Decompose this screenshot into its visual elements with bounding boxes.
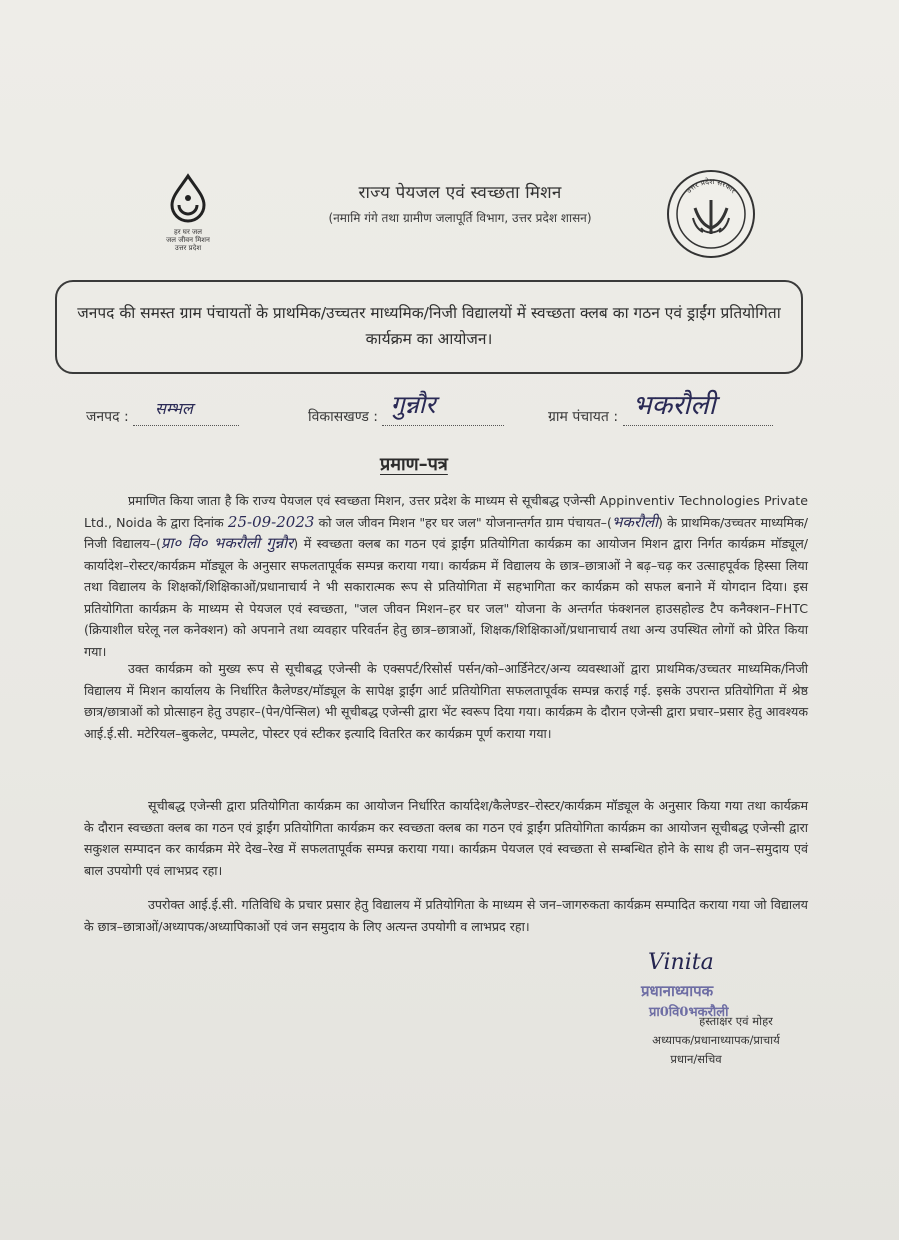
p1-text-d: ) में स्वच्छता क्लब का गठन एवं ड्राईंग प्रतियोगिता कार्यक्रम का आयोजन मिशन द्वारा निर्गत कार्यक्रम मॉड्यूल/कार्यादेश–रोस्टर/कार्यक्रम मॉड्यूल के अनुसार सफलतापूर्वक सम्पन्न कराया गया। कार्यक्रम में विद्यालय के छात्र–छात्राओं ने बढ़–चढ़ कर उत्साहपूर्वक हिस्सा लिया तथा विद्यालय के शिक्षकों/शिक्षिकाओं/प्रधानाचार्य ने भी सकारात्मक रूप से प्रतियोगिता में सहभागिता कर कार्यक्रम को सफल बनाने में योगदान दिया। इस प्रतियोगिता कार्यक्रम के माध्यम से पेयजल एवं स्वच्छता, "जल जीवन मिशन–हर घर जल" योजना के अन्तर्गत फंक्शनल हाउसहोल्ड टैप कनैक्शन–FHTC (क्रियाशील घरेलू नल कनेक्शन) को अपनाने तथा व्यवहार परिवर्तन हेतु छात्र–छात्राओं, शिक्षक/शिक्षिकाओं/प्रधानाचार्य तथा अन्य उपस्थित लोगों को प्रेरित किया गया। xyxy=(84,536,809,659)
emblem-text: उत्तर प्रदेश सरकार xyxy=(684,176,738,196)
org-name: राज्य पेयजल एवं स्वच्छता मिशन xyxy=(358,183,562,203)
paragraph-2: उक्त कार्यक्रम को मुख्य रूप से सूचीबद्ध एजेन्सी के एक्सपर्ट/रिसोर्स पर्सन/को–आर्डिनेटर/अन्य व्यवस्थाओं द्वारा प्राथमिक/उच्चतर माध्यमिक/निजी विद्यालय में मिशन कार्यालय के निर्धारित कैलेण्डर/मॉड्यूल के सापेक्ष ड्राईंग आर्ट प्रतियोगिता सफलतापूर्वक सम्पन्न कराई गई. इसके उपरान्त प्रतियोगिता में श्रेष्ठ छात्र/छात्राओं को प्रोत्साहन हेतु उपहार–(पेन/पेन्सिल) भी सूचीबद्ध एजेन्सी द्वारा भेंट स्वरूप दिया गया। कार्यक्रम के दौरान एजेन्सी द्वारा प्रचार–प्रसार हेतु आवश्यक आई.ई.सी. मटेरियल–बुकलेट, पम्पलेट, पोस्टर एवं स्टीकर इत्यादि वितरित कर कार्यक्रम पूर्ण कराया गया। xyxy=(84,661,808,741)
block-value: गुन्नौर xyxy=(390,390,436,419)
program-date: 25-09-2023 xyxy=(227,512,315,531)
paragraph-1 xyxy=(84,490,808,662)
stamp-line-2: प्रा0वि0भकरौली xyxy=(649,1005,729,1020)
logo-caption-line2: जल जीवन मिशन xyxy=(166,236,210,244)
school-name: प्रा० वि० भकरौली गुन्नौर xyxy=(160,534,294,552)
har-ghar-jal-logo xyxy=(158,172,218,258)
water-drop-icon xyxy=(162,172,214,224)
district-value: सम्भल xyxy=(155,399,193,418)
p1-text-c: ) के प्राथमिक/उच्चतर माध्यमिक/निजी विद्यालय–( xyxy=(84,514,808,551)
org-subtitle: (नमामि गंगे तथा ग्रामीण जलापूर्ति विभाग, उत्तर प्रदेश शासन) xyxy=(328,211,592,225)
logo-caption-line3: उत्तर प्रदेश xyxy=(174,244,202,252)
signature-block xyxy=(596,950,836,1090)
p1-text-a: प्रमाणित किया जाता है कि राज्य पेयजल एवं स्वच्छता मिशन, उत्तर प्रदेश के माध्यम से सूचीबद्ध एजेन्सी Appinventiv Technologies Private Ltd., Noida के द्वारा दिनांक xyxy=(84,493,808,530)
village-name: भकरौली xyxy=(611,512,659,531)
subject-box: जनपद की समस्त ग्राम पंचायतों के प्राथमिक/उच्चतर माध्यमिक/निजी विद्यालयों में स्वच्छता क्लब का गठन एवं ड्राईंग प्रतियोगिता कार्यक्रम का आयोजन। xyxy=(55,280,803,374)
location-fields xyxy=(86,390,806,435)
panchayat-value: भकरौली xyxy=(632,390,716,421)
up-government-emblem xyxy=(665,168,757,260)
logo-caption-line1: हर घर जल xyxy=(174,228,202,236)
paragraph-3: सूचीबद्ध एजेन्सी द्वारा प्रतियोगिता कार्यक्रम का आयोजन निर्धारित कार्यादेश/कैलेण्डर–रोस्टर/कार्यक्रम मॉड्यूल के अनुसार किया गया तथा कार्यक्रम के दौरान स्वच्छता क्लब का गठन एवं ड्राईंग प्रतियोगिता कार्यक्रम कर स्वच्छता क्लब का गठन एवं ड्राईंग प्रतियोगिता कार्यक्रम का आयोजन सूचीबद्ध एजेन्सी द्वारा सकुशल सम्पादन कर कार्यक्रम मेरे देख–रेख में सफलतापूर्वक सम्पन्न कराया गया। कार्यक्रम पेयजल एवं स्वच्छता से सम्बन्धित होने के साथ ही जन–समुदाय एवं बाल उपयोगी एवं लाभप्रद रहा। xyxy=(84,798,808,878)
paragraph-4: उपरोक्त आई.ई.सी. गतिविधि के प्रचार प्रसार हेतु विद्यालय में प्रतियोगिता के माध्यम से जन–जागरुकता कार्यक्रम सम्पादित कराया गया जो विद्यालय के छात्र–छात्राओं/अध्यापक/अध्यापिकाओं एवं जन समुदाय के लिए अत्यन्त उपयोगी व लाभप्रद रहा। xyxy=(84,897,808,934)
p1-text-b: को जल जीवन मिशन "हर घर जल" योजनान्तर्गत ग्राम पंचायत–( xyxy=(314,514,612,530)
block-label: विकासखण्ड : xyxy=(308,409,379,425)
panchayat-label: ग्राम पंचायत : xyxy=(548,409,619,425)
stamp-line-1: प्रधानाध्यापक xyxy=(641,982,714,1000)
handwritten-signature: Vinita xyxy=(648,950,714,975)
certificate-heading: प्रमाण–पत्र xyxy=(380,454,448,475)
signatory-designation: अध्यापक/प्रधानाध्यापक/प्राचार्य xyxy=(652,1033,780,1047)
pradhan-secretary-label: प्रधान/सचिव xyxy=(670,1052,722,1066)
sign-and-seal-label: हस्ताक्षर एवं मोहर xyxy=(699,1014,773,1028)
district-label: जनपद : xyxy=(86,409,129,425)
